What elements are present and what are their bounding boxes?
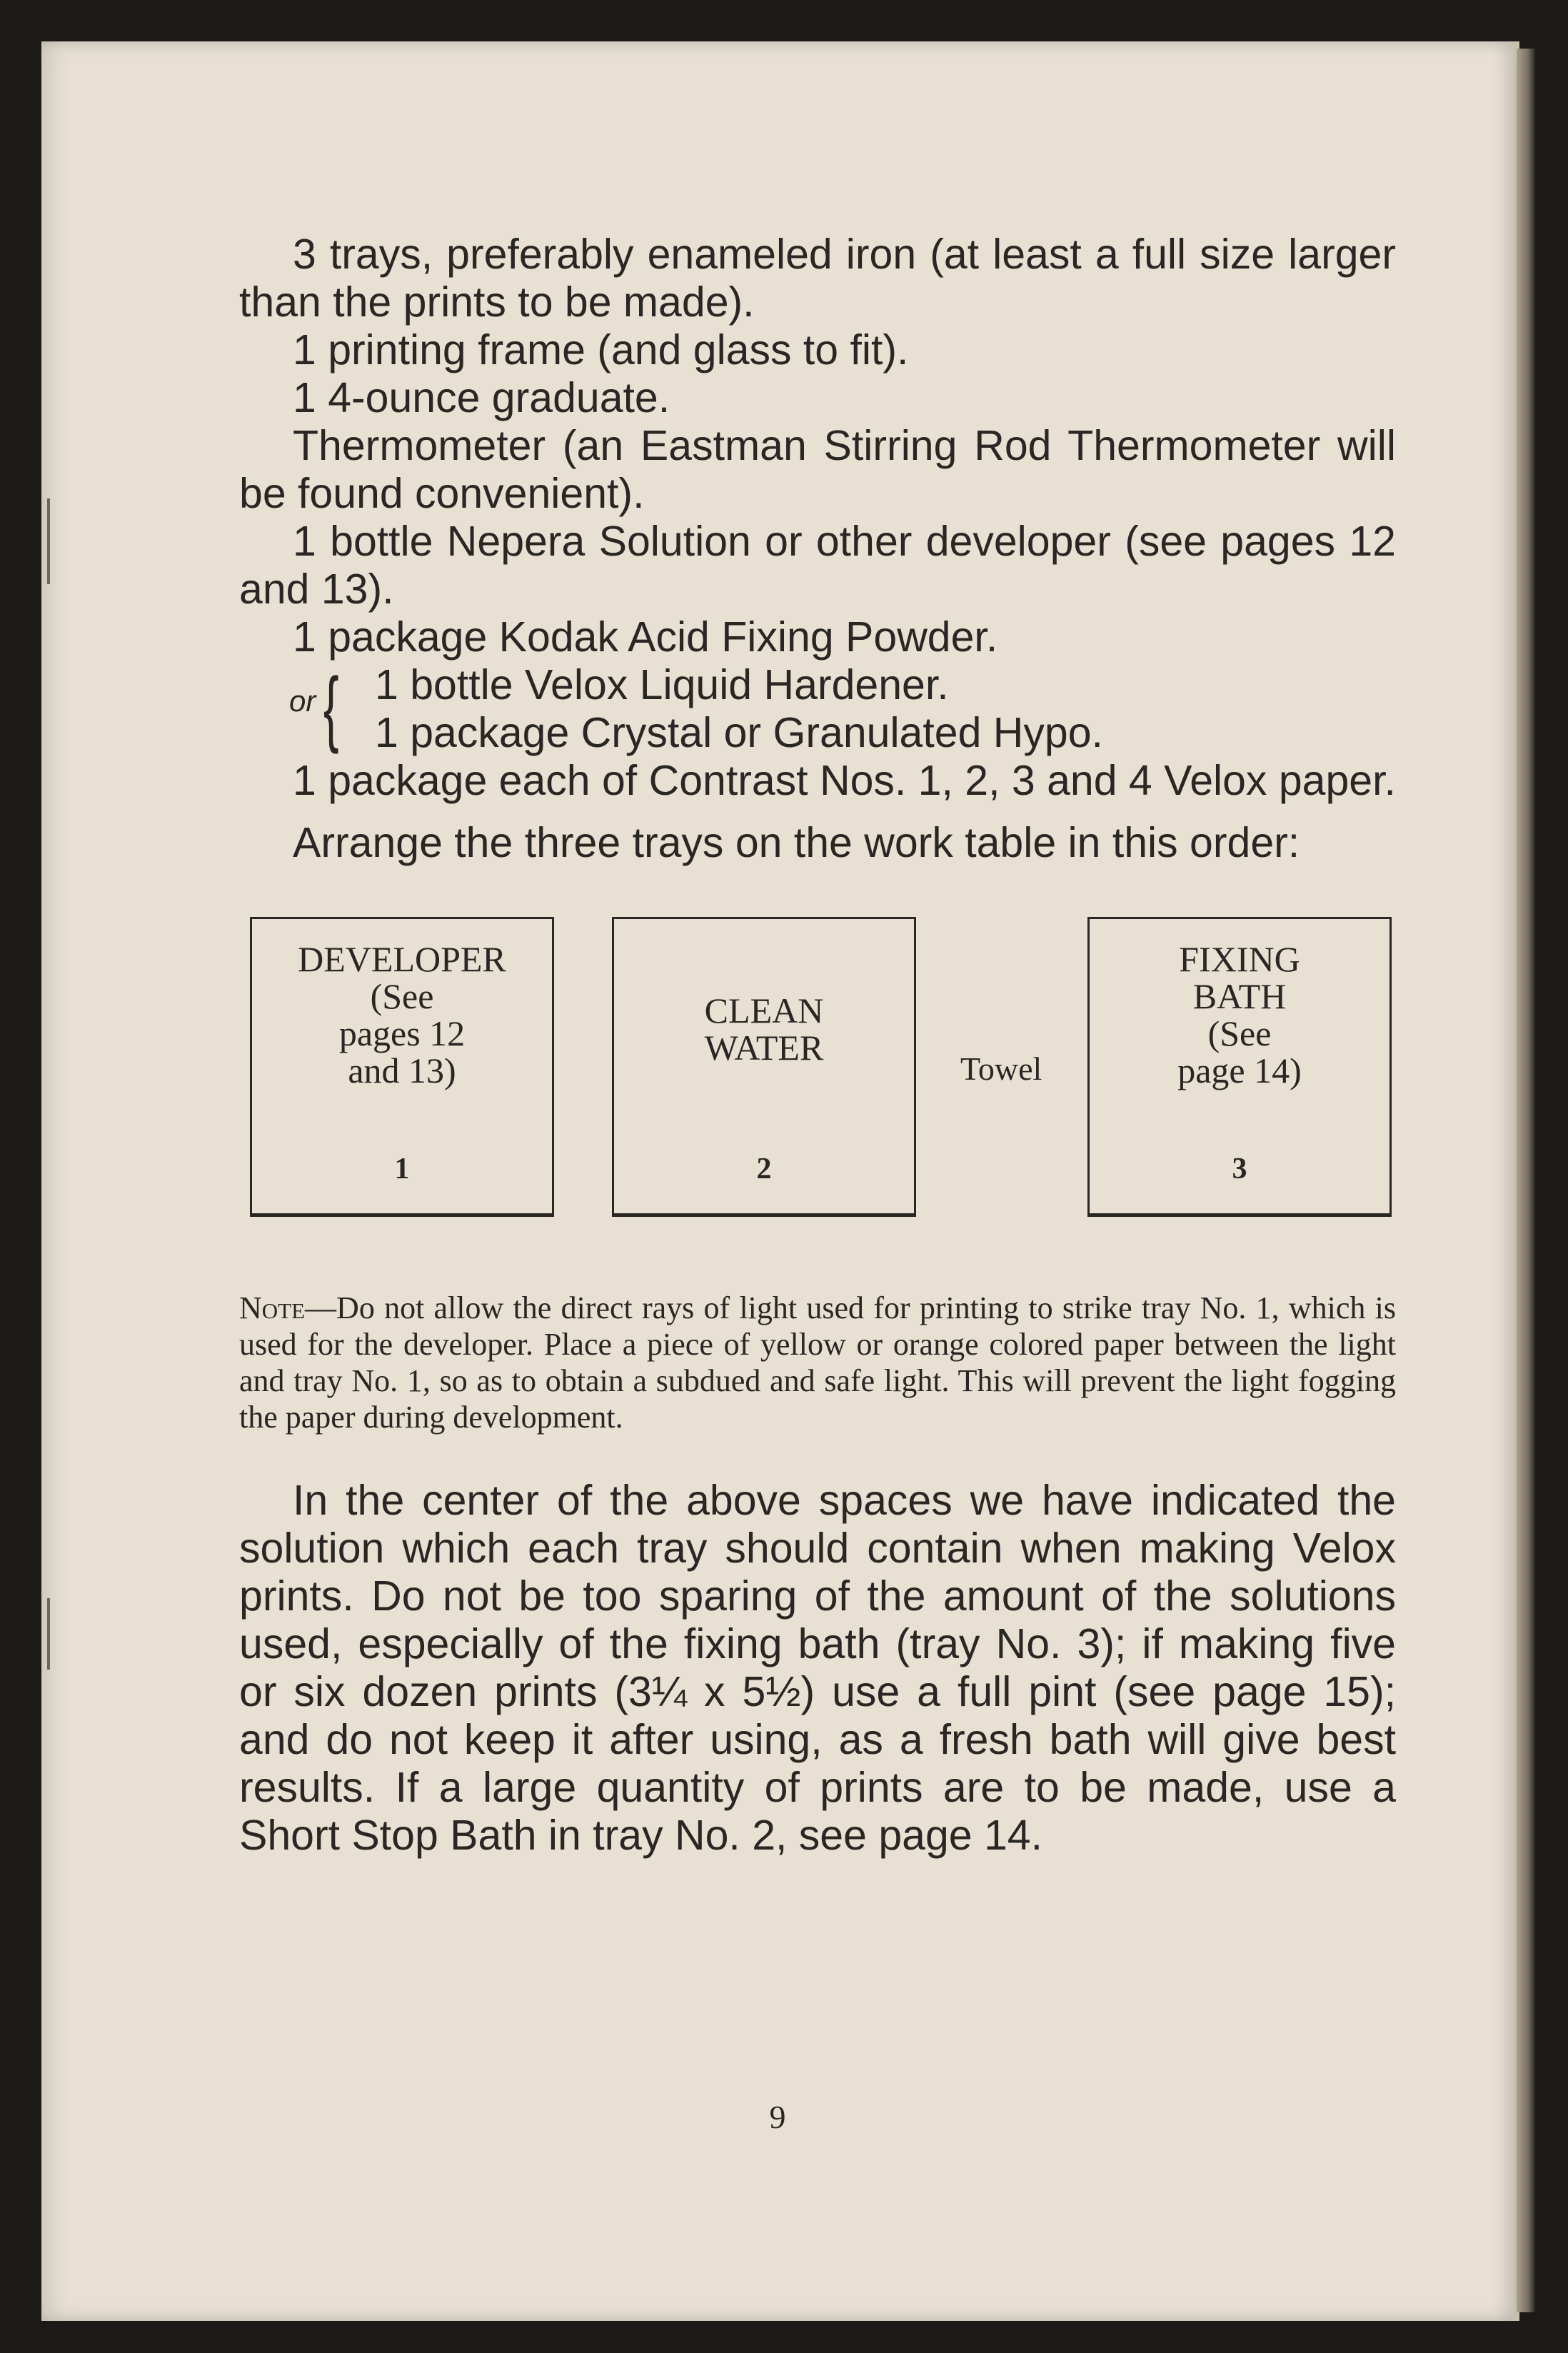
material-item: 3 trays, preferably enameled iron (at least a full size larger than the prints to be made). [239, 231, 1396, 326]
tray-number: 1 [394, 1153, 410, 1185]
page-edge [1517, 49, 1535, 2312]
arrange-instruction: Arrange the three trays on the work table in this order: [293, 819, 1300, 866]
note-text: —Do not allow the direct rays of light used for printing to strike tray No. 1, which is used for the developer. Place a piece of yellow or orange colored paper between the light and tray No. 1, so as to obtain a subdued and safe light. This will prevent the light fogging the paper during development. [239, 1290, 1396, 1435]
note-paragraph [239, 1290, 1396, 1435]
brace-symbol: { [323, 661, 339, 755]
alternative-items [239, 661, 1396, 757]
tray-fixing-bath [1087, 917, 1392, 1217]
material-item: 1 package each of Contrast Nos. 1, 2, 3 and 4 Velox paper. [293, 757, 1396, 804]
tray-diagram [239, 917, 1396, 1231]
material-item: Thermometer (an Eastman Stirring Rod Thermometer will be found convenient). [239, 422, 1396, 517]
tray-label: DEVELOPER (See pages 12 and 13) [298, 939, 506, 1090]
tray-clean-water [612, 917, 916, 1217]
alternative-option: 1 package Crystal or Granulated Hypo. [375, 709, 1103, 756]
towel-label: Towel [960, 1050, 1042, 1087]
book-page [41, 41, 1519, 2321]
tray-number: 2 [756, 1153, 772, 1185]
binding-mark [47, 498, 50, 584]
closing-paragraph: In the center of the above spaces we have indicated the solution which each tray should contain when making Velox prints. Do not be too sparing of the amount of the solutions used, especially of the fixing bath (tray No. 3); if making five or six dozen prints (3¼ x 5½) use a full pint (see page 15); and do not keep it after using, as a fresh bath will give best results. If a large quantity of prints are to be made, use a Short Stop Bath in tray No. 2, see page 14. [239, 1477, 1396, 1859]
note-lead: Note [239, 1290, 306, 1325]
alternative-option: 1 bottle Velox Liquid Hardener. [375, 661, 949, 708]
material-item: 1 printing frame (and glass to fit). [293, 326, 909, 373]
tray-developer [250, 917, 554, 1217]
material-item: 1 bottle Nepera Solution or other developer (see pages 12 and 13). [239, 518, 1396, 613]
page-number: 9 [769, 2099, 786, 2135]
tray-number: 3 [1232, 1153, 1247, 1185]
binding-mark [47, 1598, 50, 1670]
page-content [239, 231, 1396, 1860]
material-item: 1 4-ounce graduate. [293, 374, 670, 421]
tray-label: FIXING BATH (See page 14) [1177, 939, 1302, 1090]
or-label: or [289, 684, 316, 718]
material-item: 1 package Kodak Acid Fixing Powder. [293, 613, 998, 661]
tray-label: CLEAN WATER [704, 990, 824, 1068]
